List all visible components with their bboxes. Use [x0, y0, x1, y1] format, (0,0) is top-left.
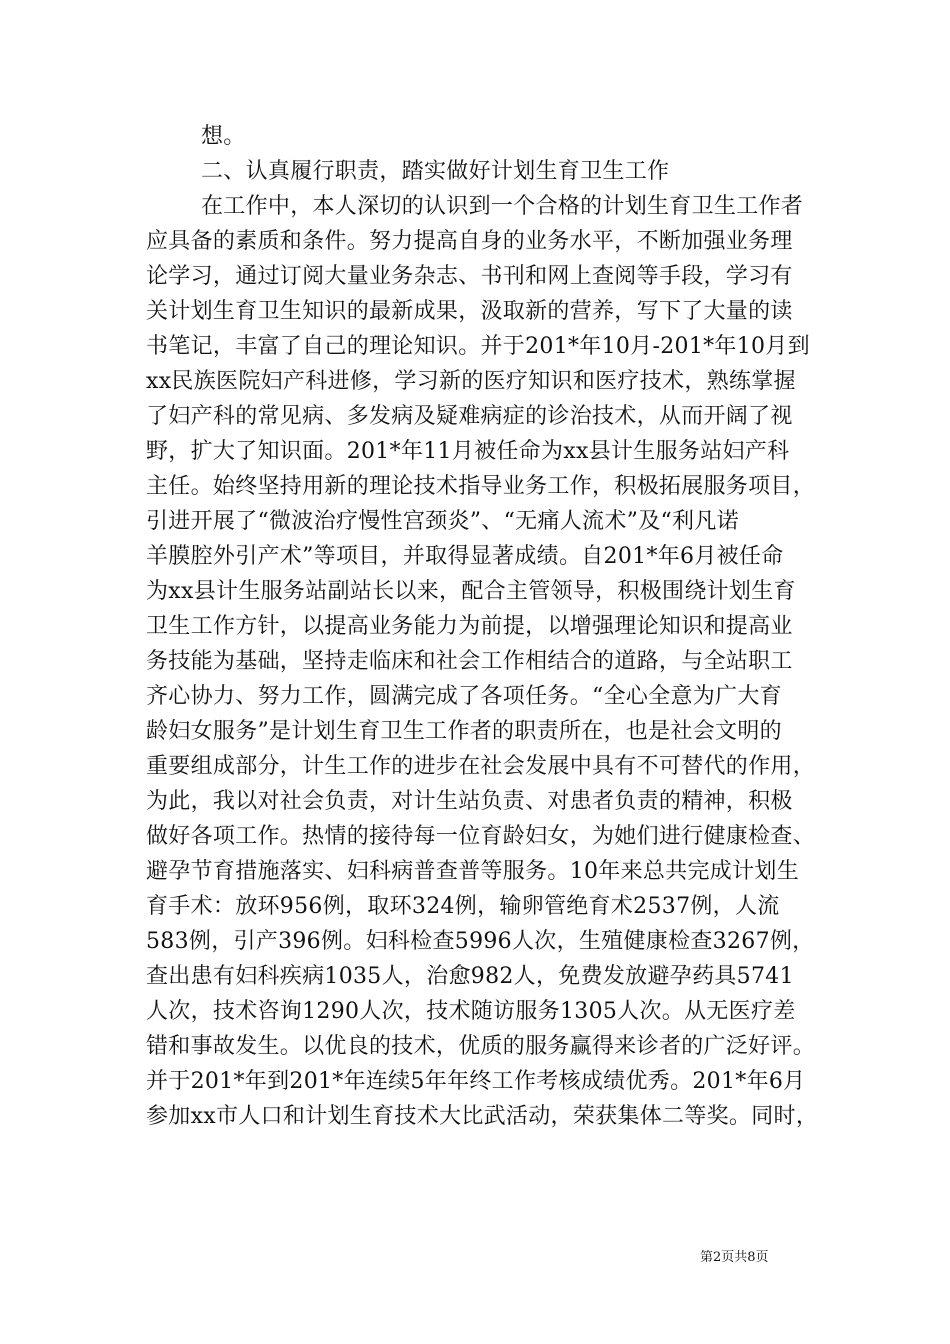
text-line: 查出患有妇科疾病1035人，治愈982人，免费发放避孕药具5741 — [146, 964, 794, 989]
text-line: 关计划生育卫生知识的最新成果，汲取新的营养，写下了大量的读 — [146, 299, 793, 324]
text-line: 在工作中，本人深切的认识到一个合格的计划生育卫生工作者 — [201, 194, 804, 219]
text-line: 引进开展了“微波治疗慢性宫颈炎”、“无痛人流术”及“利凡诺 — [146, 509, 739, 534]
text-line: xx民族医院妇产科进修，学习新的医疗知识和医疗技术，熟练掌握 — [146, 369, 796, 394]
text-line: 卫生工作方针，以提高业务能力为前提，以增强理论知识和提高业 — [146, 614, 793, 639]
text-line: 书笔记，丰富了自己的理论知识。并于201*年10月-201*年10月到 — [146, 334, 810, 359]
page-number-footer: 第2页共8页 — [700, 1250, 769, 1265]
text-line: 育手术：放环956例，取环324例，输卵管绝育术2537例，人流 — [146, 894, 780, 919]
text-line: 并于201*年到201*年连续5年年终工作考核成绩优秀。201*年6月 — [146, 1069, 806, 1094]
text-line: 齐心协力、努力工作，圆满完成了各项任务。“全心全意为广大育 — [146, 684, 782, 709]
text-line: 应具备的素质和条件。努力提高自身的业务水平，不断加强业务理 — [146, 229, 793, 254]
text-line: 583例，引产396例。妇科检查5996人次，生殖健康检查3267例， — [146, 929, 815, 954]
text-line: 主任。始终坚持用新的理论技术指导业务工作，积极拓展服务项目， — [146, 474, 816, 499]
text-line: 人次，技术咨询1290人次，技术随访服务1305人次。从无医疗差 — [146, 999, 796, 1024]
text-line: 龄妇女服务”是计划生育卫生工作者的职责所在，也是社会文明的 — [146, 719, 782, 744]
text-line: 野，扩大了知识面。201*年11月被任命为xx县计生服务站妇产科 — [146, 439, 790, 464]
text-line: 务技能为基础，坚持走临床和社会工作相结合的道路，与全站职工 — [146, 649, 793, 674]
text-line: 避孕节育措施落实、妇科病普查普等服务。10年来总共完成计划生 — [146, 859, 799, 884]
text-line: 羊膜腔外引产术”等项目，并取得显著成绩。自201*年6月被任命 — [146, 544, 784, 569]
section-heading: 二、认真履行职责，踏实做好计划生育卫生工作 — [201, 159, 670, 184]
text-line: 错和事故发生。以优良的技术，优质的服务赢得来诊者的广泛好评。 — [146, 1034, 816, 1059]
text-line: 了妇产科的常见病、多发病及疑难病症的诊治技术，从而开阔了视 — [146, 404, 793, 429]
text-line: 想。 — [201, 124, 246, 149]
text-line: 为xx县计生服务站副站长以来，配合主管领导，积极围绕计划生育 — [146, 579, 796, 604]
text-line: 论学习，通过订阅大量业务杂志、书刊和网上查阅等手段，学习有 — [146, 264, 793, 289]
text-line: 做好各项工作。热情的接待每一位育龄妇女，为她们进行健康检查、 — [146, 824, 816, 849]
text-line: 参加xx市人口和计划生育技术大比武活动，荣获集体二等奖。同时， — [146, 1104, 819, 1129]
text-line: 重要组成部分，计生工作的进步在社会发展中具有不可替代的作用， — [146, 754, 816, 779]
text-line: 为此，我以对社会负责，对计生站负责、对患者负责的精神，积极 — [146, 789, 793, 814]
